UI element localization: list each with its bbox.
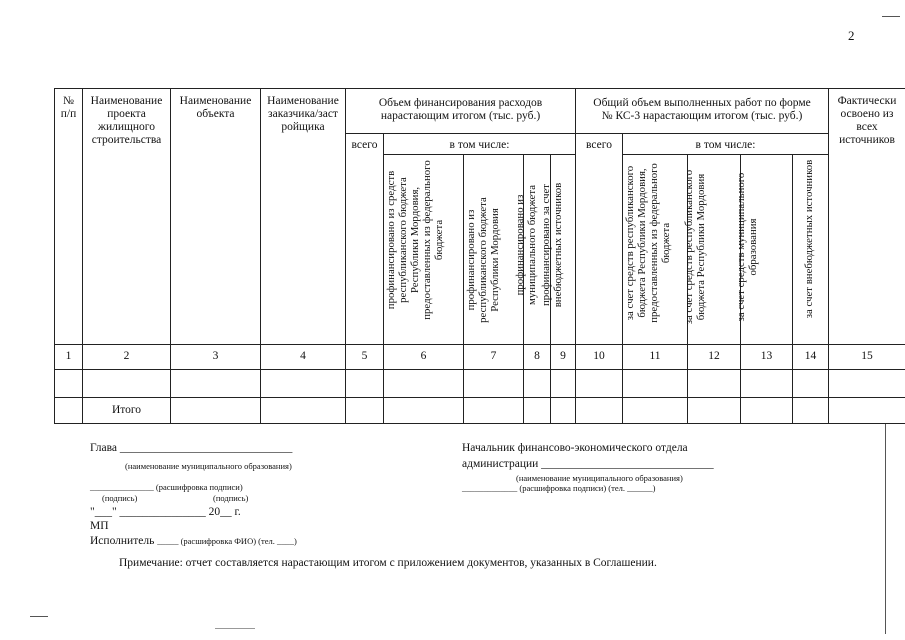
total-row-label: Итого: [111, 404, 142, 416]
header-col-object: Наименование объекта: [179, 95, 252, 120]
header-total-works: всего: [586, 139, 612, 151]
header-total-financing: всего: [351, 139, 378, 151]
header-including-works: в том числе:: [695, 139, 756, 151]
signature-hint: (подпись): [102, 493, 138, 503]
executor-line: Исполнитель _____ (расшифровка ФИО) (тел. ____): [90, 535, 297, 547]
scan-edge-line: [885, 424, 886, 634]
column-number: 2: [123, 350, 130, 362]
column-number: 11: [649, 350, 661, 362]
chief-municipality-hint: (наименование муниципального образования): [516, 473, 683, 483]
column-number: 15: [861, 350, 873, 362]
page-number: 2: [848, 28, 855, 43]
scan-mark: [215, 628, 255, 629]
administration-line: администрации ______________________________: [462, 458, 714, 470]
header-including-financing: в том числе:: [449, 139, 510, 151]
header-sub-offbudget: профинансировано за счет внебюджетных источников: [540, 182, 564, 308]
note: Примечание: отчет составляется нарастающим итогом с приложением документов, указанных в Соглашении.: [119, 557, 657, 569]
signature-decode-line: _______________ (расшифровка подписи): [90, 482, 243, 492]
header-col-customer: Наименование заказчика/заст ройщика: [267, 95, 339, 133]
column-number: 12: [708, 350, 720, 362]
stamp-place: МП: [90, 520, 109, 532]
chief-label: Начальник финансово-экономического отдела: [462, 442, 688, 454]
column-number: 4: [300, 350, 306, 362]
municipality-hint: (наименование муниципального образования): [125, 461, 292, 471]
header-sub-federal: профинансировано из средств республиканского бюджета Республики Мордовия, предоставленных из федерального бюджета: [385, 160, 445, 320]
header-sub-works-republic: за счет средств республиканского бюджета Республики Мордовия: [683, 169, 707, 325]
column-number: 6: [420, 350, 427, 362]
column-number: 13: [760, 350, 773, 362]
scan-mark: [30, 616, 48, 617]
header-col-number: № п/п: [60, 95, 77, 120]
head-label: Глава ______________________________: [90, 442, 293, 454]
header-works-group: Общий объем выполненных работ по форме № КС-3 нарастающим итогом (тыс. руб.): [593, 97, 811, 122]
header-col-project: Наименование проекта жилищного строительства: [90, 95, 163, 146]
header-financing-group: Объем финансирования расходов нарастающим итогом (тыс. руб.): [378, 97, 543, 122]
column-number: 3: [212, 350, 219, 362]
header-col-actual: Фактически освоено из всех источников: [837, 95, 897, 146]
column-number: 7: [490, 350, 497, 362]
date-line: "___" _______________ 20__ г.: [90, 506, 241, 518]
column-number: 1: [65, 350, 72, 362]
header-sub-works-offbudget: за счет внебюджетных источников: [803, 159, 815, 319]
header-sub-works-federal: за счет средств республиканского бюджета Республики Мордовия, предоставленных из федерального бюджета: [624, 163, 672, 323]
column-number: 10: [593, 350, 605, 362]
column-number: 14: [804, 350, 817, 362]
header-sub-republic: профинансировано из республиканского бюджета Республики Мордовия: [465, 197, 501, 323]
report-table: [54, 88, 905, 424]
column-number: 8: [534, 350, 540, 362]
column-number: 9: [560, 350, 566, 362]
column-number: 5: [361, 350, 368, 362]
header-sub-municipal: профинансировано из муниципального бюджета: [514, 185, 538, 306]
header-sub-works-municipal: за счет средств муниципального образования: [735, 172, 759, 322]
signature-hint-2: (подпись): [213, 493, 249, 503]
chief-decode-line: _____________ (расшифровка подписи) (тел. ______): [462, 483, 656, 493]
scan-mark: [882, 16, 900, 17]
